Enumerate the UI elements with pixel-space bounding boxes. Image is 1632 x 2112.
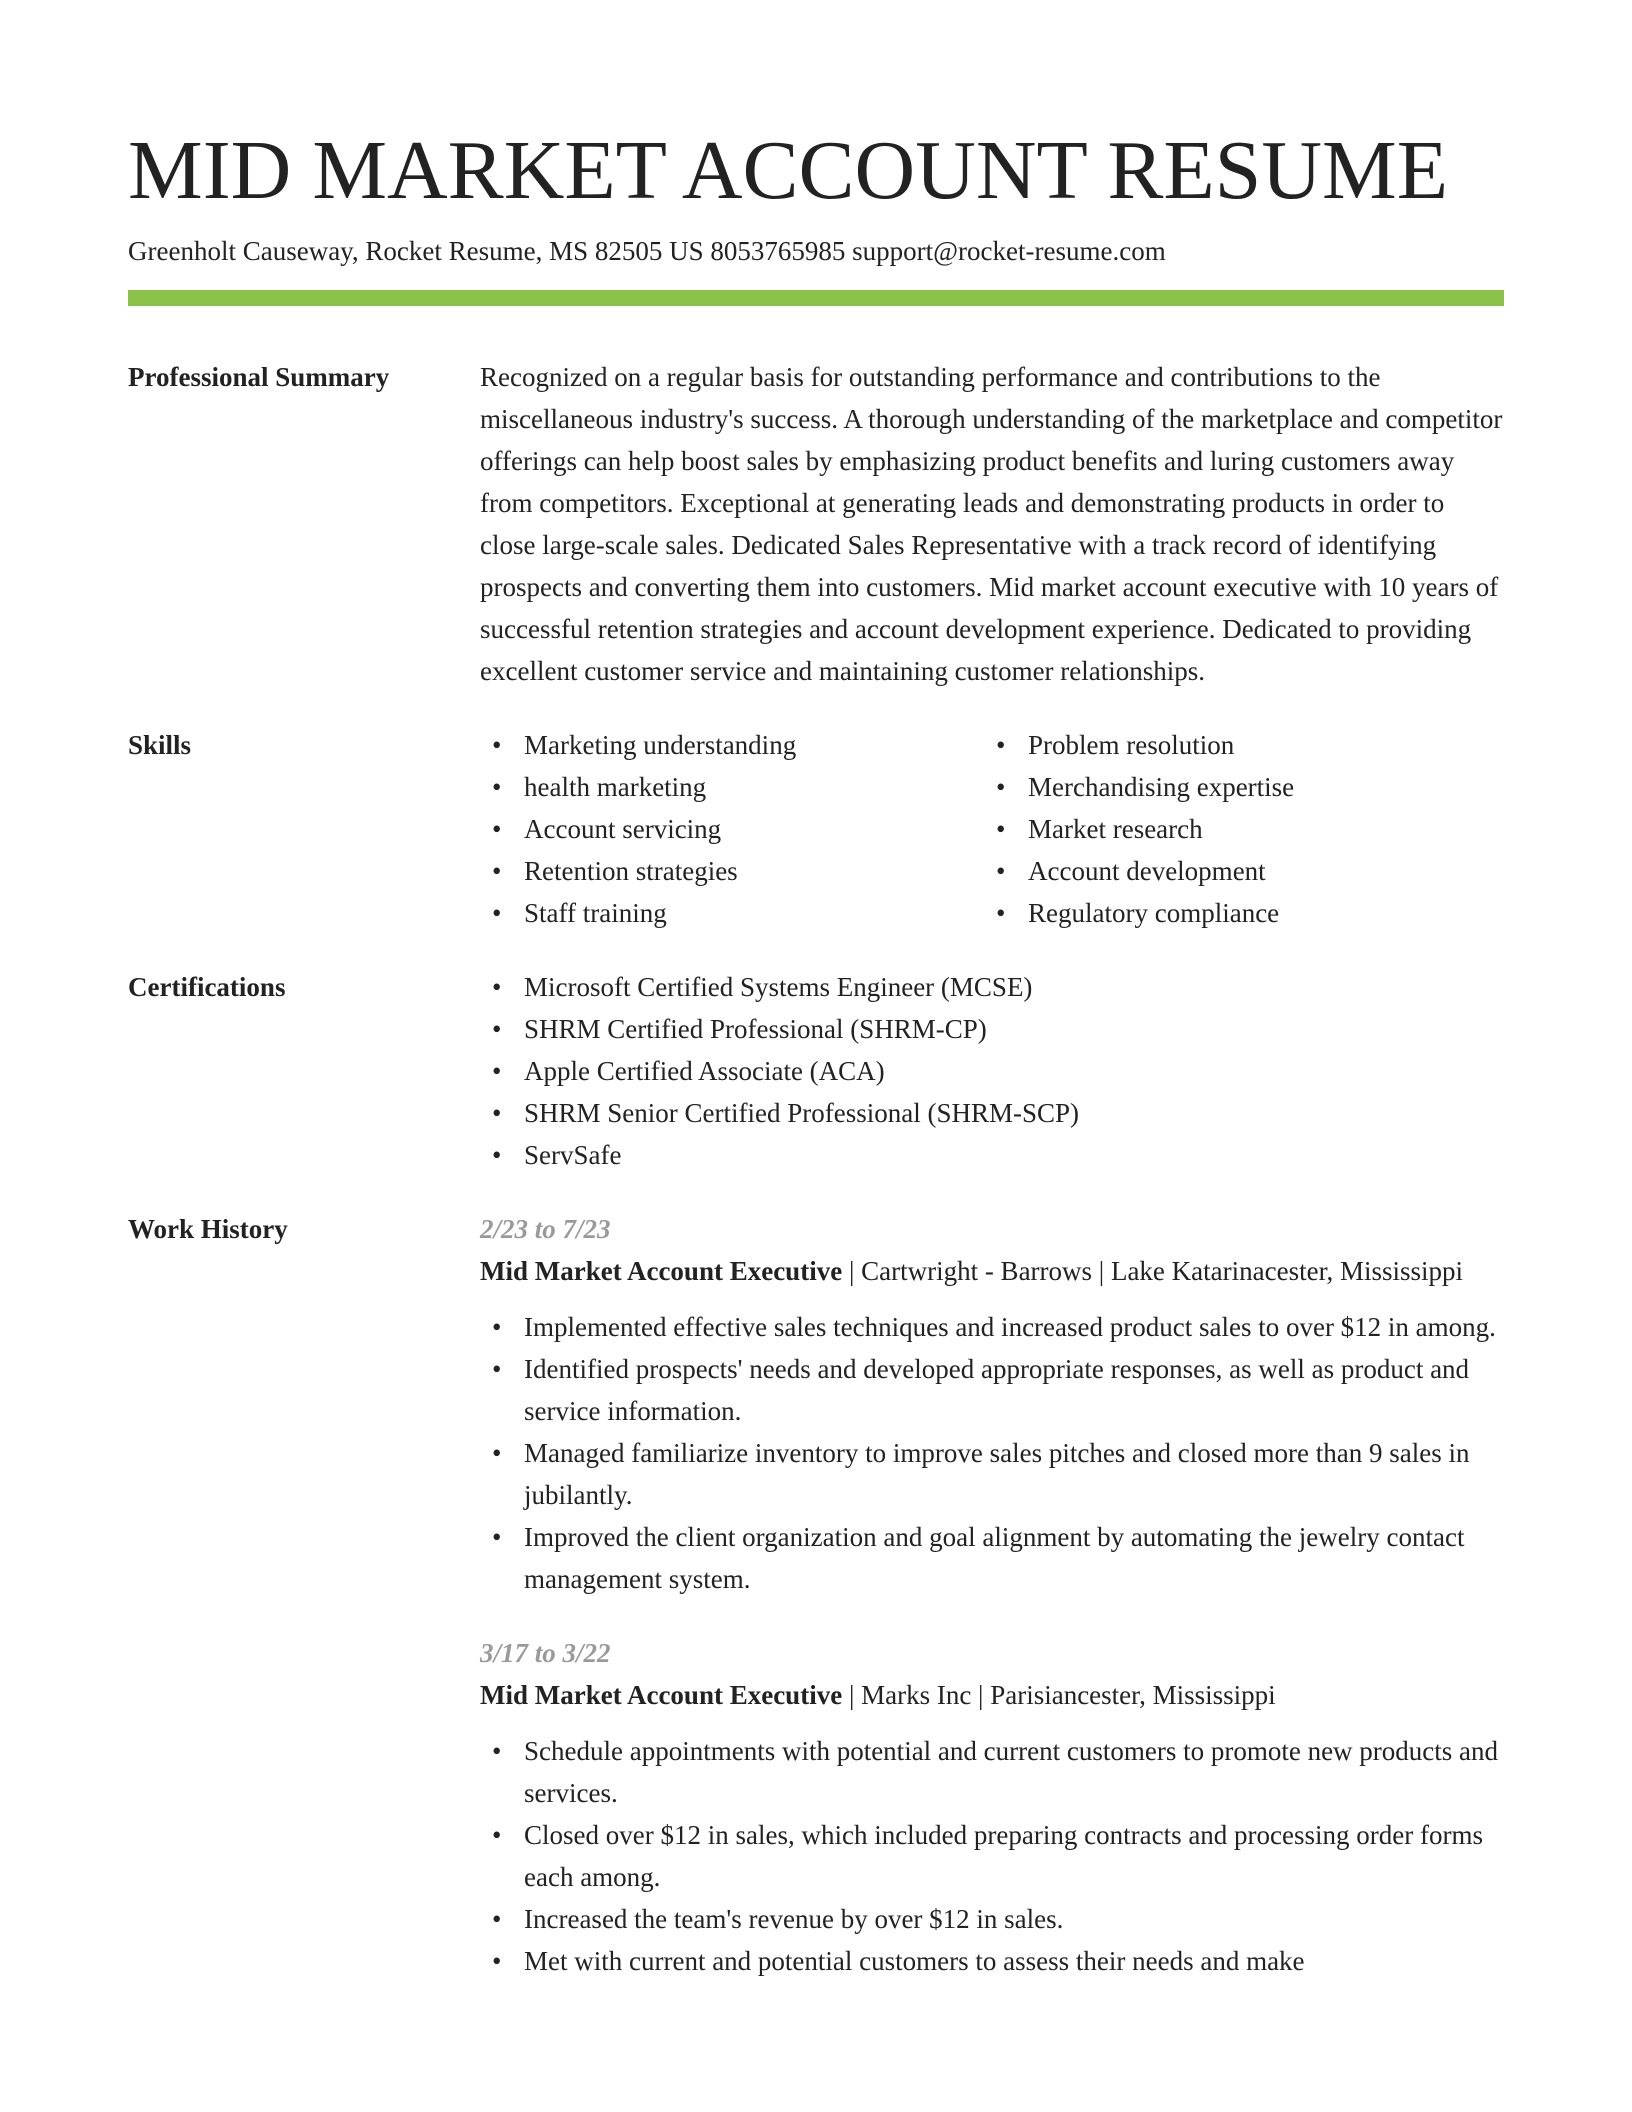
job-entry <box>480 1208 1504 1600</box>
skill-item: • Problem resolution <box>984 724 1488 766</box>
job-heading <box>480 1250 1504 1292</box>
skills-grid <box>480 724 1504 934</box>
skill-item: • Account servicing <box>480 808 984 850</box>
job-bullet: • Met with current and potential customers to assess their needs and make <box>480 1940 1504 1982</box>
summary-body <box>480 356 1504 692</box>
job-bullet: • Increased the team's revenue by over $12 in sales. <box>480 1898 1504 1940</box>
certifications-section <box>128 966 1504 1176</box>
job-title: Mid Market Account Executive <box>480 1680 843 1710</box>
skill-item: • Account development <box>984 850 1488 892</box>
job-bullet-list <box>480 1730 1504 1982</box>
work-history-body <box>480 1208 1504 1982</box>
skill-item: • Retention strategies <box>480 850 984 892</box>
job-entry <box>480 1632 1504 1982</box>
job-dates: 3/17 to 3/22 <box>480 1638 611 1668</box>
accent-divider <box>128 290 1504 306</box>
resume-page <box>128 0 1504 1982</box>
section-label-certifications: Certifications <box>128 972 286 1002</box>
skills-body <box>480 724 1504 934</box>
section-label-work-history: Work History <box>128 1214 288 1244</box>
skill-item: • Marketing understanding <box>480 724 984 766</box>
certification-item: • ServSafe <box>480 1134 1504 1176</box>
job-bullet: • Implemented effective sales techniques and increased product sales to over $12 in among. <box>480 1306 1504 1348</box>
skill-item: • Staff training <box>480 892 984 934</box>
contact-line: Greenholt Causeway, Rocket Resume, MS 82505 US 8053765985 support@rocket-resume.com <box>128 236 1166 266</box>
section-label-summary: Professional Summary <box>128 362 390 392</box>
job-bullet: • Managed familiarize inventory to improve sales pitches and closed more than 9 sales in jubilantly. <box>480 1432 1504 1516</box>
skills-section <box>128 724 1504 934</box>
job-employer-location: | Cartwright - Barrows | Lake Katarinacester, Mississippi <box>842 1256 1464 1286</box>
skill-item: • health marketing <box>480 766 984 808</box>
job-employer-location: | Marks Inc | Parisiancester, Mississippi <box>842 1680 1276 1710</box>
skill-item: • Merchandising expertise <box>984 766 1488 808</box>
certifications-body <box>480 966 1504 1176</box>
summary-text: Recognized on a regular basis for outstanding performance and contributions to the miscellaneous industry's success. A thorough understanding of the marketplace and competitor offerings can help boost sales by emphasizing product benefits and luring customers away from competitors. Exceptional at generating leads and demonstrating products in order to close large-scale sales. Dedicated Sales Representative with a track record of identifying prospects and converting them into customers. Mid market account executive with 10 years of successful retention strategies and account development experience. Dedicated to providing excellent customer service and maintaining customer relationships. <box>480 362 1503 686</box>
work-history-section <box>128 1208 1504 1982</box>
certification-item: • SHRM Senior Certified Professional (SHRM-SCP) <box>480 1092 1504 1134</box>
resume-title: MID MARKET ACCOUNT RESUME <box>128 124 1449 217</box>
job-bullet: • Improved the client organization and goal alignment by automating the jewelry contact management system. <box>480 1516 1504 1600</box>
certification-item: • Microsoft Certified Systems Engineer (MCSE) <box>480 966 1504 1008</box>
job-title: Mid Market Account Executive <box>480 1256 843 1286</box>
section-label-skills: Skills <box>128 730 192 760</box>
certifications-list <box>480 966 1504 1176</box>
job-dates: 2/23 to 7/23 <box>480 1214 611 1244</box>
job-bullet-list <box>480 1306 1504 1600</box>
job-bullet: • Closed over $12 in sales, which included preparing contracts and processing order forms each among. <box>480 1814 1504 1898</box>
skill-item: • Regulatory compliance <box>984 892 1488 934</box>
skills-list-left <box>480 724 984 934</box>
skill-item: • Market research <box>984 808 1488 850</box>
job-bullet: • Schedule appointments with potential and current customers to promote new products and services. <box>480 1730 1504 1814</box>
certification-item: • SHRM Certified Professional (SHRM-CP) <box>480 1008 1504 1050</box>
job-heading <box>480 1674 1504 1716</box>
summary-section <box>128 356 1504 692</box>
job-bullet: • Identified prospects' needs and developed appropriate responses, as well as product and service information. <box>480 1348 1504 1432</box>
skills-list-right <box>984 724 1488 934</box>
certification-item: • Apple Certified Associate (ACA) <box>480 1050 1504 1092</box>
